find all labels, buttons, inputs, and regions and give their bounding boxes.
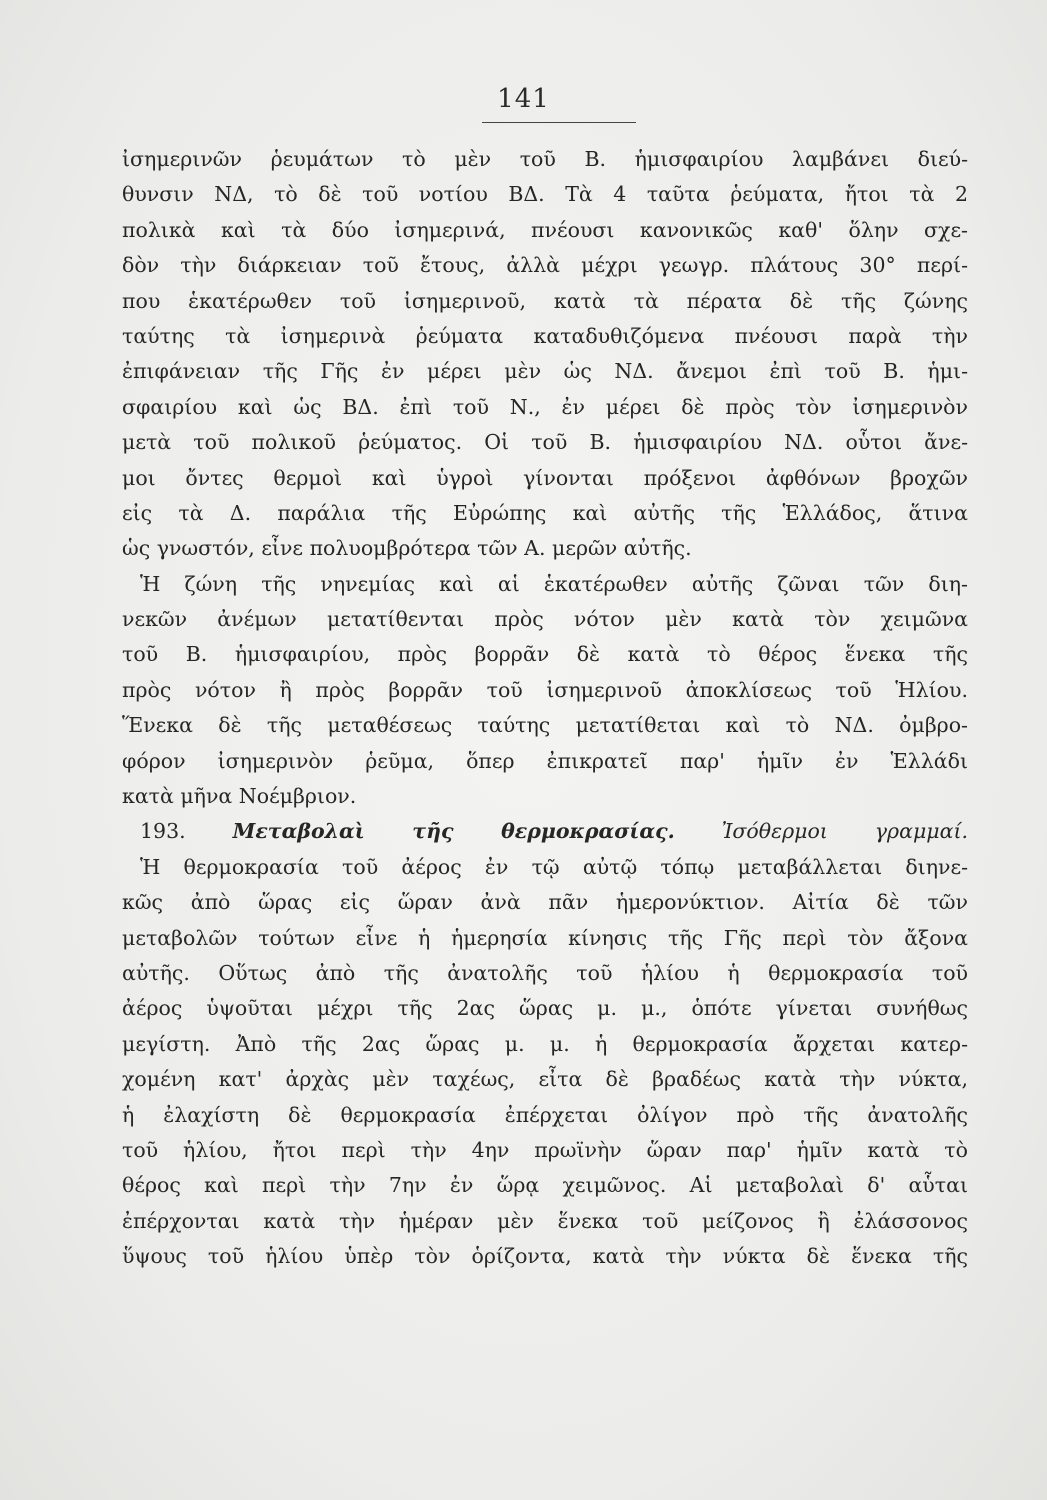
text-line: αὐτῆς. Οὕτως ἀπὸ τῆς ἀνατολῆς τοῦ ἡλίου ἡ θερμοκρασία τοῦ xyxy=(122,960,968,985)
text-line: δὸν τὴν διάρκειαν τοῦ ἔτους, ἀλλὰ μέχρι γεωγρ. πλάτους 30° περί- xyxy=(122,253,968,278)
text-line: κατὰ μῆνα Νοέμβριον. xyxy=(122,784,357,809)
text-line: σφαιρίου καὶ ὡς ΒΔ. ἐπὶ τοῦ Ν., ἐν μέρει δὲ πρὸς τὸν ἰσημερινὸν xyxy=(122,394,968,419)
text-line: ἀέρος ὑψοῦται μέχρι τῆς 2ας ὥρας μ. μ., ὁπότε γίνεται συνήθως xyxy=(122,996,968,1021)
text-line: πρὸς νότον ἢ πρὸς βορρᾶν τοῦ ἰσημερινοῦ ἀποκλίσεως τοῦ Ἡλίου. xyxy=(122,677,968,702)
header-rule xyxy=(482,122,636,123)
text-line: τοῦ ἡλίου, ἤτοι περὶ τὴν 4ην πρωϊνὴν ὥραν παρ' ἡμῖν κατὰ τὸ xyxy=(122,1137,968,1162)
text-line: ὕψους τοῦ ἡλίου ὑπὲρ τὸν ὁρίζοντα, κατὰ τὴν νύκτα δὲ ἕνεκα τῆς xyxy=(122,1244,968,1269)
page-number: 141 xyxy=(497,84,550,114)
text-line: θυνσιν ΝΔ, τὸ δὲ τοῦ νοτίου ΒΔ. Τὰ 4 ταῦτα ῥεύματα, ἤτοι τὰ 2 xyxy=(122,182,968,207)
text-line: φόρον ἰσημερινὸν ῥεῦμα, ὅπερ ἐπικρατεῖ παρ' ἡμῖν ἐν Ἑλλάδι xyxy=(122,748,968,773)
text-line: Ἕνεκα δὲ τῆς μεταθέσεως ταύτης μετατίθεται καὶ τὸ ΝΔ. ὀμβρο- xyxy=(122,713,968,738)
text-line: ταύτης τὰ ἰσημερινὰ ῥεύματα καταδυθιζόμενα πνέουσι παρὰ τὴν xyxy=(122,323,968,348)
text-line: ἰσημερινῶν ῥευμάτων τὸ μὲν τοῦ Β. ἡμισφαιρίου λαμβάνει διεύ- xyxy=(122,147,968,171)
section-subtitle: Ἰσόθερμοι γραμμαί. xyxy=(721,819,968,844)
text-line: εἰς τὰ Δ. παράλια τῆς Εὐρώπης καὶ αὐτῆς τῆς Ἑλλάδος, ἅτινα xyxy=(122,500,968,525)
text-line: ἡ ἐλαχίστη δὲ θερμοκρασία ἐπέρχεται ὀλίγον πρὸ τῆς ἀνατολῆς xyxy=(122,1102,968,1127)
section-number: 193. xyxy=(140,819,186,844)
text-line: μεγίστη. Ἀπὸ τῆς 2ας ὥρας μ. μ. ἡ θερμοκρασία ἄρχεται κατερ- xyxy=(122,1031,968,1056)
text-line: μετὰ τοῦ πολικοῦ ῥεύματος. Οἱ τοῦ Β. ἡμισφαιρίου ΝΔ. οὗτοι ἄνε- xyxy=(122,430,968,455)
text-line: που ἑκατέρωθεν τοῦ ἰσημερινοῦ, κατὰ τὰ πέρατα δὲ τῆς ζώνης xyxy=(122,288,968,313)
text-line: τοῦ Β. ἡμισφαιρίου, πρὸς βορρᾶν δὲ κατὰ τὸ θέρος ἕνεκα τῆς xyxy=(122,642,968,667)
body-text xyxy=(122,142,968,1275)
text-line: ὡς γνωστόν, εἶνε πολυομβρότερα τῶν Α. μερῶν αὐτῆς. xyxy=(122,536,692,561)
text-line: θέρος καὶ περὶ τὴν 7ην ἐν ὥρᾳ χειμῶνος. Αἱ μεταβολαὶ δ' αὗται xyxy=(122,1173,968,1198)
text-line: Ἡ θερμοκρασία τοῦ ἀέρος ἐν τῷ αὐτῷ τόπῳ μεταβάλλεται διηνε- xyxy=(140,854,968,879)
text-line: χομένη κατ' ἀρχὰς μὲν ταχέως, εἶτα δὲ βραδέως κατὰ τὴν νύκτα, xyxy=(122,1067,968,1092)
text-line: Ἡ ζώνη τῆς νηνεμίας καὶ αἱ ἑκατέρωθεν αὐτῆς ζῶναι τῶν διη- xyxy=(140,571,968,596)
text-line: μεταβολῶν τούτων εἶνε ἡ ἡμερησία κίνησις τῆς Γῆς περὶ τὸν ἄξονα xyxy=(122,925,968,950)
text-line: μοι ὄντες θερμοὶ καὶ ὑγροὶ γίνονται πρόξενοι ἀφθόνων βροχῶν xyxy=(122,465,968,490)
section-heading xyxy=(122,814,968,849)
text-line: ἐπέρχονται κατὰ τὴν ἡμέραν μὲν ἕνεκα τοῦ μείζονος ἢ ἐλάσσονος xyxy=(122,1208,968,1233)
text-line: κῶς ἀπὸ ὥρας εἰς ὥραν ἀνὰ πᾶν ἡμερονύκτιον. Αἰτία δὲ τῶν xyxy=(122,890,968,915)
text-line: νεκῶν ἀνέμων μετατίθενται πρὸς νότον μὲν κατὰ τὸν χειμῶνα xyxy=(122,607,968,632)
section-title: Μεταβολαὶ τῆς θερμοκρασίας. xyxy=(232,819,675,844)
text-line: πολικὰ καὶ τὰ δύο ἰσημερινά, πνέουσι κανονικῶς καθ' ὅλην σχε- xyxy=(122,217,968,242)
text-line: ἐπιφάνειαν τῆς Γῆς ἐν μέρει μὲν ὡς ΝΔ. ἄνεμοι ἐπὶ τοῦ Β. ἡμι- xyxy=(122,359,968,384)
